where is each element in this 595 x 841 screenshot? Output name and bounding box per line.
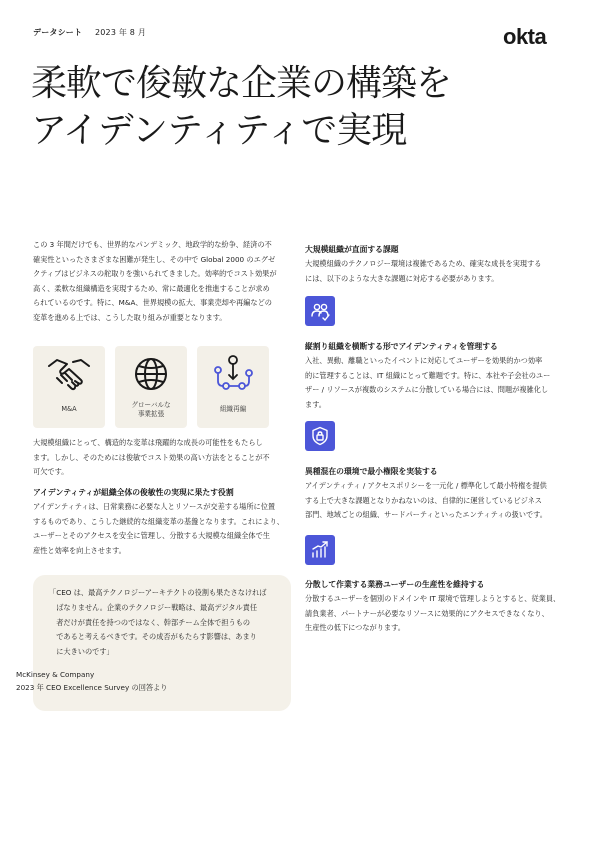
intro-line: この 3 年間だけでも、世界的なパンデミック、地政学的な紛争、経済の不 — [33, 240, 272, 249]
intro-line: 高く、柔軟な組織構造を実現するため、常に最適化を推進することが求め — [33, 283, 270, 293]
document-meta — [33, 27, 146, 38]
page-title — [31, 60, 571, 154]
card-label-line: 事業拡張 — [137, 410, 165, 418]
quote-text — [49, 586, 279, 660]
section-line: 生産性の低下につながります。 — [305, 623, 405, 633]
growth-line: ます。しかし、そのためには俊敏でコスト効果の高い方法をとることが不 — [33, 452, 270, 462]
handshake-icon — [47, 354, 91, 394]
silo-identity-section — [305, 340, 567, 412]
card-label: M&A — [61, 405, 77, 413]
section-line: する上で大きな課題となりかねないのは、自律的に運営しているビジネス — [305, 495, 542, 505]
card-label: 組織再編 — [219, 405, 247, 413]
intro-line: 確実性といったさまざまな困難が発生し、その中で Global 2000 のエグゼ — [33, 254, 276, 264]
quote-source-detail: 2023 年 CEO Excellence Survey の回答より — [16, 683, 168, 692]
least-privilege-heading: 異種混在の環境で最小権限を実装する — [305, 467, 438, 476]
challenges-heading: 大規模組織が直面する課題 — [305, 245, 399, 254]
quote-source-org: McKinsey & Company — [16, 670, 95, 679]
document-type: データシート — [33, 28, 83, 37]
identity-role-heading: アイデンティティが組織全体の俊敏性の実現に果たす役割 — [33, 488, 234, 497]
card-label-line: グローバルな — [131, 401, 171, 409]
title-line-1: 柔軟で俊敏な企業の構築を — [31, 63, 452, 104]
section-line: アイデンティティ / アクセスポリシーを一元化 / 標準化して最小特権を提供 — [305, 481, 547, 490]
section-line: 部門、地域ごとの組織、サードパーティといったエンティティの扱いです。 — [305, 510, 547, 520]
quote-line: に大きいのです」 — [49, 647, 114, 657]
growth-line: 可欠です。 — [33, 467, 69, 477]
quote-line: ばなりません。企業のテクノロジー戦略は、最高デジタル責任 — [49, 602, 258, 612]
card-reorganization — [197, 346, 269, 428]
intro-line: クティブはビジネスの舵取りを強いられてきました。効率的でコスト効果が — [33, 269, 277, 279]
identity-line: ユーザーとそのアクセスを安全に管理し、分散する大規模な組織全体で生 — [33, 531, 270, 541]
card-label — [115, 401, 187, 419]
users-icon — [310, 301, 330, 321]
productivity-heading: 分散して作業する業務ユーザーの生産性を維持する — [305, 580, 485, 589]
okta-logo: okta — [503, 24, 547, 49]
silo-identity-heading: 縦割り組織を横断する形でアイデンティティを管理する — [305, 342, 498, 351]
section-line: 分散するユーザーを個別のドメインや IT 環境で管理しようとすると、従業員、 — [305, 594, 561, 603]
shield-icon-tile — [305, 421, 335, 451]
challenges-line: 大規模組織のテクノロジー環境は複雑であるため、確実な成長を実現する — [305, 259, 542, 268]
globe-icon — [129, 354, 173, 394]
growth-chart-icon — [310, 540, 330, 560]
intro-line: られているのです。特に、M&A、世界規模の拡大、事業売却や再編などの — [33, 298, 272, 308]
section-line: 入社、異動、離職といったイベントに対応してユーザーを効果的かつ効率 — [305, 356, 543, 365]
intro-paragraph — [33, 238, 291, 326]
section-line: ます。 — [305, 399, 326, 409]
card-global-expansion — [115, 346, 187, 428]
productivity-section — [305, 578, 567, 636]
identity-line: アイデンティティは、日常業務に必要な人とリソースが交差する場所に位置 — [33, 502, 276, 511]
identity-line: するものであり、こうした継続的な組織変革の基盤となります。これにより、 — [33, 516, 284, 526]
title-line-2: アイデンティティで実現 — [31, 110, 407, 151]
section-line: ザー / リソースが複数のシステムに分散している場合には、問題が複雑化し — [305, 385, 549, 395]
section-line: 的に管理することは、IT 組織にとって難題です。特に、本社や子会社のユー — [305, 370, 551, 380]
challenges-line: には、以下のような大きな課題に対応する必要があります。 — [305, 273, 499, 283]
transformation-cards — [33, 346, 293, 428]
users-icon-tile — [305, 296, 335, 326]
shield-lock-icon — [310, 426, 330, 446]
quote-source — [16, 668, 274, 694]
challenges-intro — [305, 243, 567, 286]
quote-line: 「CEO は、最高テクノロジーアーキテクトの役割も果たさなければ — [49, 588, 267, 597]
identity-role-section — [33, 486, 291, 558]
growth-icon-tile — [305, 535, 335, 565]
quote-line: 者だけが責任を持つのではなく、幹部チーム全体で担うもの — [49, 617, 251, 627]
section-line: 請負業者、パートナーが必要なリソースに効果的にアクセスできなくなり、 — [305, 608, 549, 618]
least-privilege-section — [305, 465, 567, 523]
growth-line: 大規模組織にとって、構造的な変革は飛躍的な成長の可能性をもたらし — [33, 438, 263, 447]
card-ma — [33, 346, 105, 428]
quote-line: であると考えるべきです。その成否がもたらす影響は、あまり — [49, 632, 257, 642]
growth-paragraph — [33, 436, 291, 480]
intro-line: 変革を進める上では、こうした取り組みが重要となります。 — [33, 312, 227, 322]
identity-line: 産性と効率を向上させます。 — [33, 545, 126, 555]
reorg-flow-icon — [211, 354, 255, 394]
publish-date: 2023 年 8 月 — [94, 28, 147, 37]
